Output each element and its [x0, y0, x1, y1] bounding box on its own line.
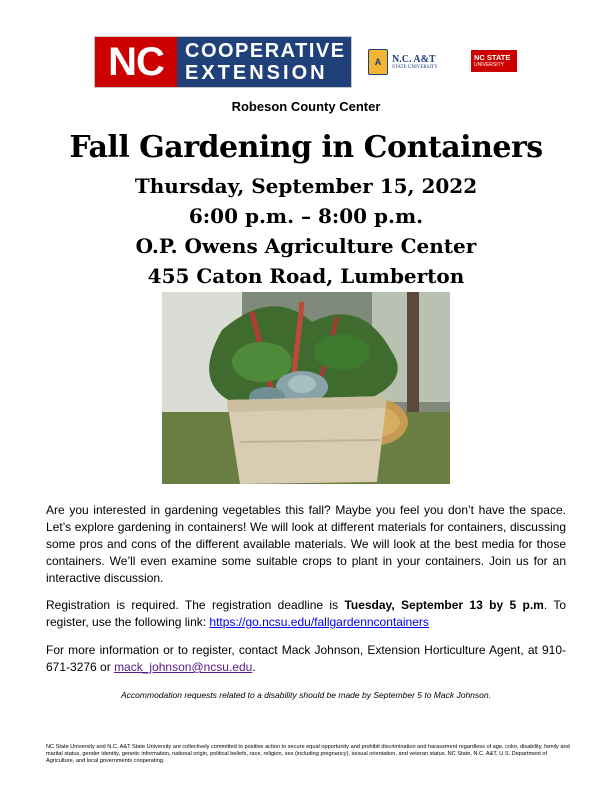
aggie-seal-icon: A: [368, 49, 388, 75]
ncat-name: N.C. A&T: [392, 53, 436, 65]
contact-paragraph: [46, 642, 566, 676]
registration-pre: Registration is required. The registration deadline is: [46, 598, 345, 612]
ncat-logo: [368, 48, 444, 76]
page-title: Fall Gardening in Containers: [69, 130, 543, 165]
contact-email-link[interactable]: mack_johnson@ncsu.edu: [114, 660, 253, 674]
contact-post: .: [252, 660, 256, 674]
registration-paragraph: [46, 597, 566, 631]
event-venue: O.P. Owens Agriculture Center: [135, 234, 477, 258]
cooperative-text: COOPERATIVE: [185, 40, 346, 62]
ncat-sub: STATE UNIVERSITY: [392, 64, 438, 70]
registration-link[interactable]: https://go.ncsu.edu/fallgardenncontainers: [209, 615, 429, 629]
container-garden-photo: [162, 292, 450, 484]
event-address: 455 Caton Road, Lumberton: [147, 264, 465, 288]
accommodation-note: Accommodation requests related to a disability should be made by September 5 to Mack Johnson.: [121, 690, 491, 700]
county-center: Robeson County Center: [231, 99, 381, 114]
ncstate-name: NC STATE: [474, 53, 511, 62]
event-date: Thursday, September 15, 2022: [134, 174, 478, 198]
contact-pre: For more information or to register, contact Mack Johnson, Extension Horticulture Agent, at 910-671-3276 or: [46, 643, 566, 674]
nc-logo-letters: NC: [95, 37, 177, 87]
intro-paragraph: Are you interested in gardening vegetables this fall? Maybe you feel you don’t have the space. Let’s explore gardening in containers! We will look at different materials for containers, discussing some pros and cons of the different available materials. We will look at the best media for those containers. We’ll even examine some suitable crops to plant in your containers. Join us for an interactive discussion.: [46, 503, 566, 585]
ncstate-logo: [471, 50, 517, 72]
nondiscrimination-disclaimer: NC State University and N.C. A&T State University are collectively committed to positive action to secure equal opportunity and prohibit discrimination and harassment regardless of age, color, disability, family and marital status, gender identity, genetic information, national origin, political beliefs, race, religion, sex (including pregnancy), sexual orientation, and veteran status. NC State, N.C. A&T, U.S. Department of Agriculture, and local governments cooperating.: [46, 744, 570, 764]
cooperative-extension-wordmark: [177, 37, 351, 87]
registration-deadline: Tuesday, September 13 by 5 p.m: [344, 598, 544, 612]
event-time: 6:00 p.m. – 8:00 p.m.: [188, 204, 424, 228]
ncstate-sub: UNIVERSITY: [474, 62, 505, 68]
extension-text: EXTENSION: [185, 62, 328, 84]
nc-cooperative-extension-logo: [94, 36, 352, 88]
registration-post: . To register, use the following link:: [46, 598, 567, 629]
